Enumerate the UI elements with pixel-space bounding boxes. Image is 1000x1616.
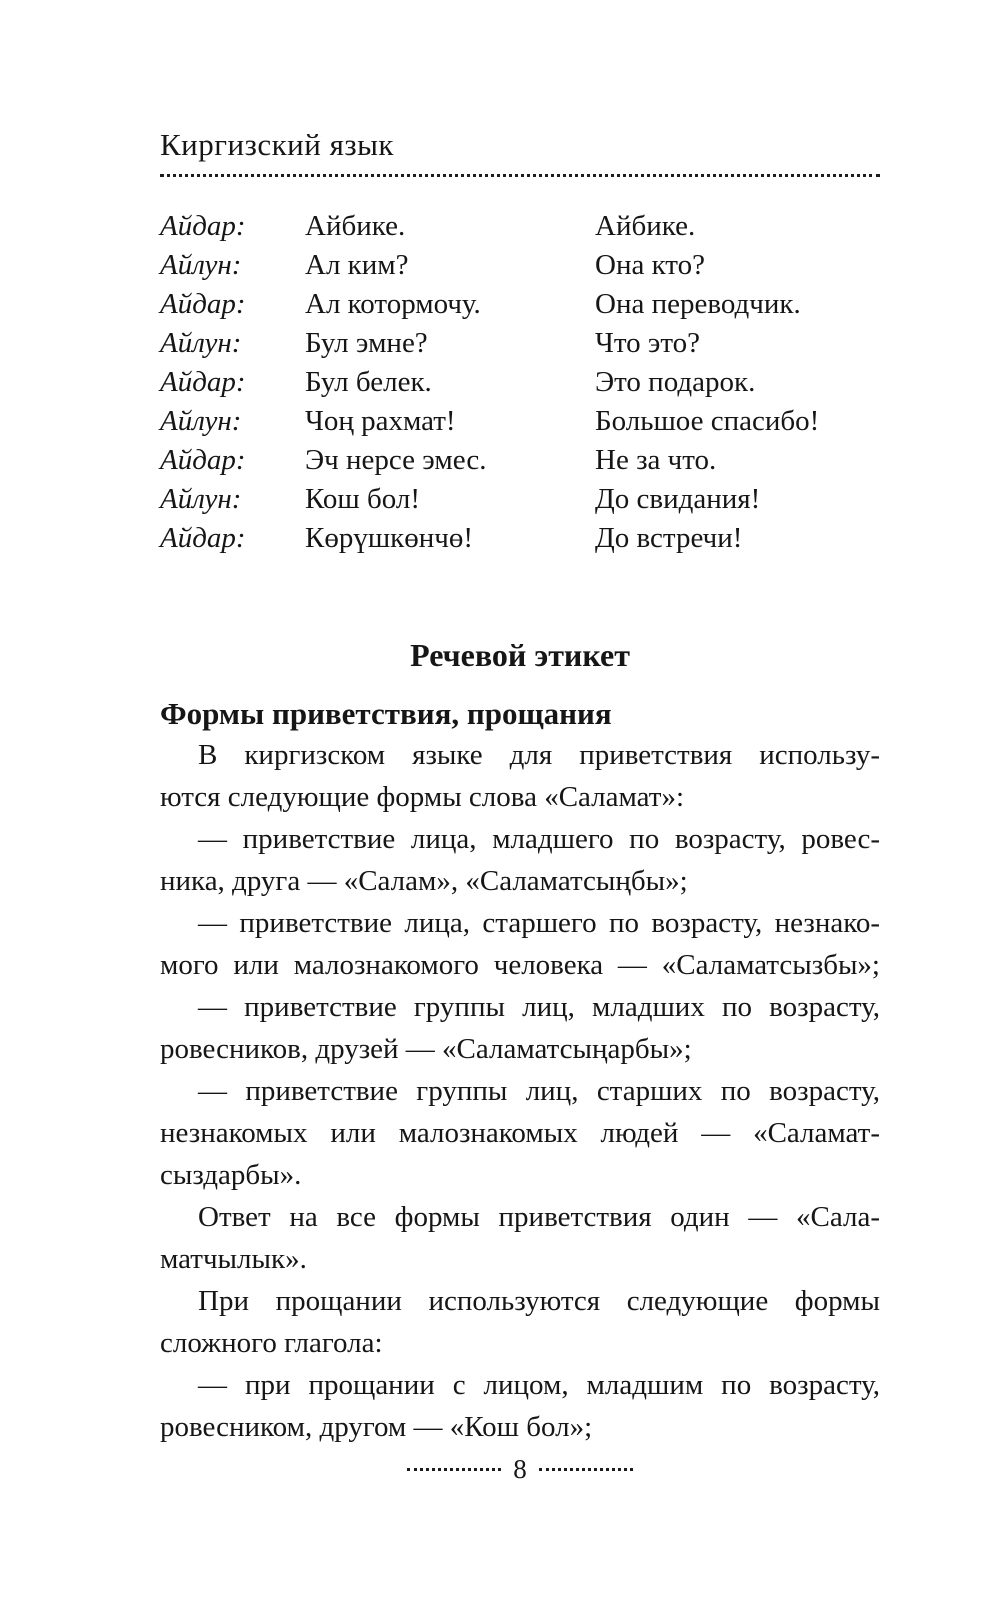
dialogue-speaker: Айдар:	[160, 288, 246, 320]
body-line: сложного глагола:	[160, 1327, 383, 1359]
dialogue-russian: До свидания!	[595, 483, 761, 515]
dialogue-speaker: Айлун:	[160, 483, 242, 515]
body-line: ника, друга — «Салам», «Саламатсыңбы»;	[160, 865, 688, 897]
dialogue-speaker: Айдар:	[160, 522, 246, 554]
body-line: — приветствие группы лиц, старших по возрасту,	[198, 1075, 880, 1107]
body-line: матчылык».	[160, 1243, 307, 1275]
section-heading: Речевой этикет	[410, 637, 630, 673]
page-number: 8	[513, 1454, 527, 1484]
body-line: Ответ на все формы приветствия один — «Сала-	[198, 1201, 880, 1233]
header-dotted-rule	[160, 174, 880, 177]
footer-dots-left	[407, 1468, 501, 1471]
dialogue-russian: Большое спасибо!	[595, 405, 820, 437]
dialogue-table	[160, 207, 880, 558]
dialogue-kyrgyz: Ал ким?	[305, 249, 409, 281]
section-subheading: Формы приветствия, прощания	[160, 696, 612, 731]
dialogue-row	[160, 402, 880, 441]
page-footer	[160, 1454, 880, 1484]
dialogue-speaker: Айдар:	[160, 444, 246, 476]
dialogue-kyrgyz: Бул белек.	[305, 366, 432, 398]
dialogue-kyrgyz: Айбике.	[305, 210, 406, 242]
dialogue-row	[160, 285, 880, 324]
dialogue-speaker: Айдар:	[160, 366, 246, 398]
dialogue-kyrgyz: Бул эмне?	[305, 327, 428, 359]
body-line: — приветствие лица, старшего по возрасту, незнако-	[198, 907, 880, 939]
dialogue-russian: Что это?	[595, 327, 700, 359]
dialogue-russian: Не за что.	[595, 444, 717, 476]
dialogue-row	[160, 207, 880, 246]
body-line: незнакомых или малознакомых людей — «Саламат-	[160, 1117, 880, 1149]
dialogue-speaker: Айлун:	[160, 249, 242, 281]
dialogue-kyrgyz: Ал котормочу.	[305, 288, 481, 320]
dialogue-russian: Она переводчик.	[595, 288, 801, 320]
footer-dots-right	[539, 1468, 633, 1471]
running-head-title: Киргизский язык	[160, 127, 394, 162]
dialogue-row	[160, 480, 880, 519]
dialogue-kyrgyz: Чоң рахмат!	[305, 405, 456, 437]
dialogue-kyrgyz: Эч нерсе эмес.	[305, 444, 487, 476]
dialogue-kyrgyz: Көрүшкөнчө!	[305, 522, 474, 554]
dialogue-kyrgyz: Кош бол!	[305, 483, 420, 515]
dialogue-row	[160, 246, 880, 285]
body-line: — при прощании с лицом, младшим по возрасту,	[198, 1369, 880, 1401]
body-line: мого или малознакомого человека — «Саламатсызбы»;	[160, 949, 880, 981]
dialogue-russian: Это подарок.	[595, 366, 756, 398]
dialogue-russian: Она кто?	[595, 249, 705, 281]
dialogue-row	[160, 519, 880, 558]
dialogue-row	[160, 324, 880, 363]
body-text	[160, 734, 880, 1448]
body-line: сыздарбы».	[160, 1159, 302, 1191]
body-line: — приветствие группы лиц, младших по возрасту,	[198, 991, 880, 1023]
dialogue-russian: Айбике.	[595, 210, 696, 242]
body-line: ровесником, другом — «Кош бол»;	[160, 1411, 593, 1443]
body-line: В киргизском языке для приветствия использу-	[198, 739, 880, 771]
dialogue-row	[160, 363, 880, 402]
body-line: ются следующие формы слова «Саламат»:	[160, 781, 685, 813]
body-line: — приветствие лица, младшего по возрасту, ровес-	[198, 823, 880, 855]
dialogue-russian: До встречи!	[595, 522, 743, 554]
dialogue-speaker: Айлун:	[160, 405, 242, 437]
dialogue-speaker: Айлун:	[160, 327, 242, 359]
dialogue-speaker: Айдар:	[160, 210, 246, 242]
dialogue-row	[160, 441, 880, 480]
body-line: При прощании используются следующие формы	[198, 1285, 880, 1317]
body-line: ровесников, друзей — «Саламатсыңарбы»;	[160, 1033, 692, 1065]
